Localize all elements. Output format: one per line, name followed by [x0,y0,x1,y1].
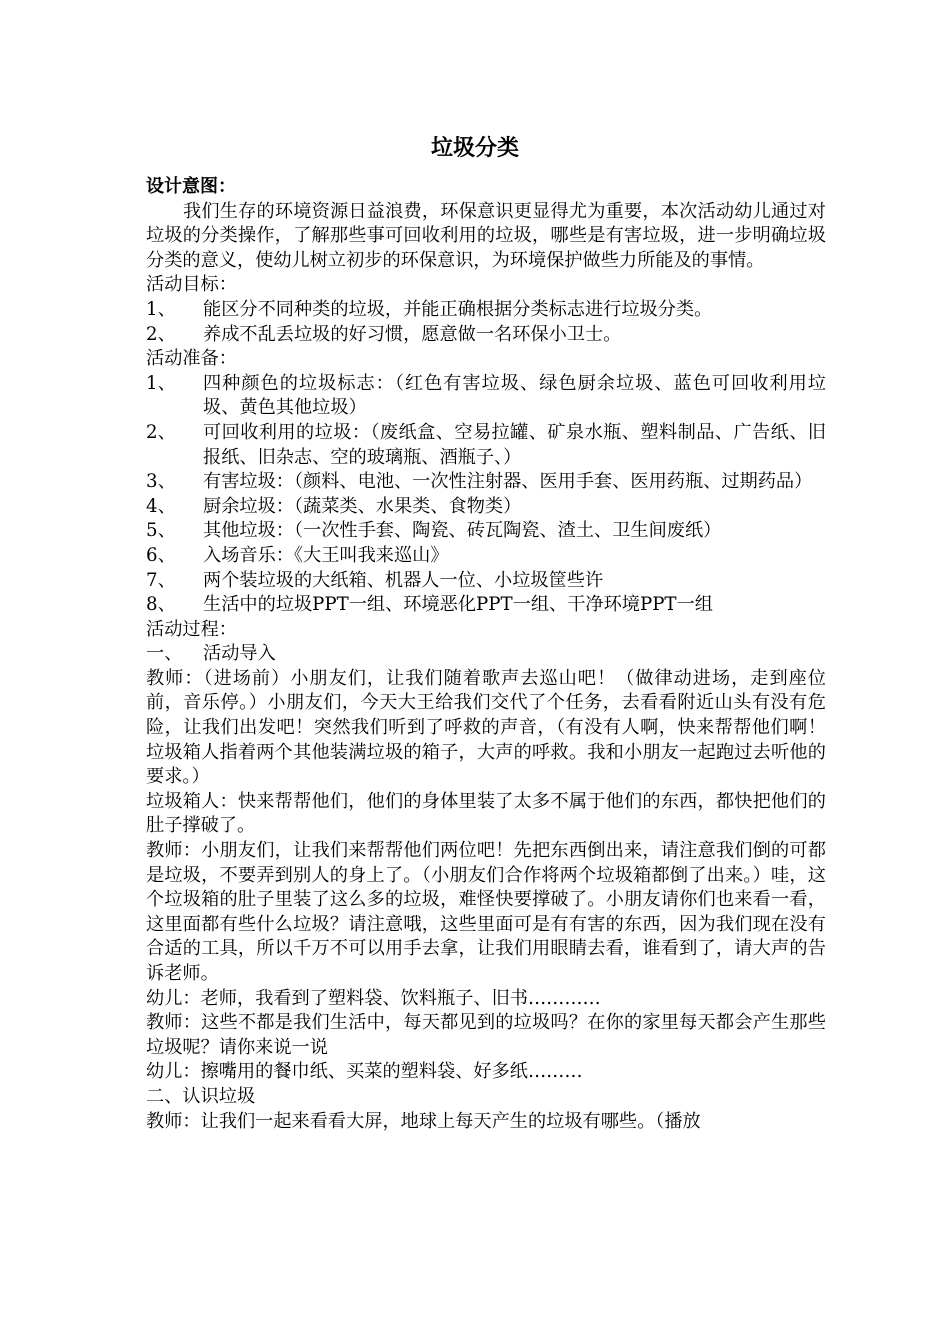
preparation-number: 1、 [146,372,176,394]
goal-item [146,323,826,348]
goal-number: 2、 [146,323,176,345]
section-number: 一、 [146,643,183,665]
goal-text: 能区分不同种类的垃圾，并能正确根据分类标志进行垃圾分类。 [203,298,713,320]
document-body [146,175,826,1134]
preparation-number: 2、 [146,421,176,443]
process-section-heading: 二、认识垃圾 [146,1085,256,1107]
preparation-number: 7、 [146,569,176,591]
goals-heading: 活动目标： [146,274,237,296]
goal-item [146,298,826,323]
design-intent-paragraph: 我们生存的环境资源日益浪费，环保意识更显得尤为重要，本次活动幼儿通过对垃圾的分类操作，了解那些事可回收利用的垃圾，哪些是有害垃圾，进一步明确垃圾分类的意义，使幼儿树立初步的环保意识，为环境保护做些力所能及的事情。 [146,200,826,271]
preparation-item [146,421,826,470]
dialogue-paragraph: 教师：让我们一起来看看大屏，地球上每天产生的垃圾有哪些。（播放 [146,1110,701,1132]
preparation-heading: 活动准备： [146,348,237,370]
preparation-item [146,569,826,594]
document-title: 垃圾分类 [430,136,519,161]
preparation-text: 两个装垃圾的大纸箱、机器人一位、小垃圾筐些许 [203,569,604,591]
section-text: 活动导入 [203,643,276,665]
process-heading: 活动过程： [146,618,237,640]
preparation-text: 四种颜色的垃圾标志：（红色有害垃圾、绿色厨余垃圾、蓝色可回收利用垃圾、黄色其他垃圾） [203,372,826,419]
preparation-number: 3、 [146,471,176,493]
dialogue-paragraph: 教师：这些不都是我们生活中，每天都见到的垃圾吗？在你的家里每天都会产生那些垃圾呢？请你来说一说 [146,1012,826,1058]
preparation-item [146,593,826,618]
preparation-text: 入场音乐：《大王叫我来巡山》 [203,544,449,566]
goal-text: 养成不乱丢垃圾的好习惯，愿意做一名环保小卫士。 [203,323,622,345]
preparation-item [146,544,826,569]
design-intent-heading: 设计意图： [146,176,236,197]
preparation-number: 4、 [146,495,176,517]
preparation-item [146,495,826,520]
preparation-text: 生活中的垃圾PPT一组、环境恶化PPT一组、干净环境PPT一组 [203,594,713,616]
dialogue-paragraph: 幼儿：擦嘴用的餐巾纸、买菜的塑料袋、好多纸……… [146,1061,583,1083]
preparation-number: 8、 [146,594,176,616]
preparation-text: 厨余垃圾：（蔬菜类、水果类、食物类） [203,495,522,517]
preparation-item [146,470,826,495]
dialogue-paragraph: 垃圾箱人：快来帮帮他们，他们的身体里装了太多不属于他们的东西，都快把他们的肚子撑破了。 [146,790,826,837]
preparation-text: 有害垃圾：（颜料、电池、一次性注射器、医用手套、医用药瓶、过期药品） [203,471,813,493]
dialogue-paragraph: 教师：小朋友们，让我们来帮帮他们两位吧！先把东西倒出来，请注意我们倒的可都是垃圾，不要弄到别人的身上了。（小朋友们合作将两个垃圾箱都倒了出来。）哇，这个垃圾箱的肚子里装了这么多的垃圾，难怪快要撑破了。小朋友请你们也来看一看，这里面都有些什么垃圾？请注意哦，这些里面可是有有害的东西，因为我们现在没有合适的工具，所以千万不可以用手去拿，让我们用眼睛去看，谁看到了，请大声的告诉老师。 [146,840,826,984]
preparation-item [146,519,826,544]
preparation-number: 5、 [146,520,176,542]
preparation-item [146,372,826,421]
goal-number: 1、 [146,298,176,320]
process-section-heading [146,642,826,667]
preparation-text: 可回收利用的垃圾：（废纸盒、空易拉罐、矿泉水瓶、塑料制品、广告纸、旧报纸、旧杂志、空的玻璃瓶、酒瓶子、） [203,421,826,468]
preparation-number: 6、 [146,544,176,566]
dialogue-paragraph: 教师：（进场前）小朋友们，让我们随着歌声去巡山吧！（做律动进场，走到座位前，音乐停。）小朋友们，今天大王给我们交代了个任务，去看看附近山头有没有危险，让我们出发吧！突然我们听到了呼救的声音，（有没有人啊，快来帮帮他们啊！垃圾箱人指着两个其他装满垃圾的箱子，大声的呼救。我和小朋友一起跑过去听他的要求。） [146,667,826,788]
preparation-text: 其他垃圾：（一次性手套、陶瓷、砖瓦陶瓷、渣土、卫生间废纸） [203,520,722,542]
dialogue-paragraph: 幼儿：老师，我看到了塑料袋、饮料瓶子、旧书………… [146,987,601,1009]
